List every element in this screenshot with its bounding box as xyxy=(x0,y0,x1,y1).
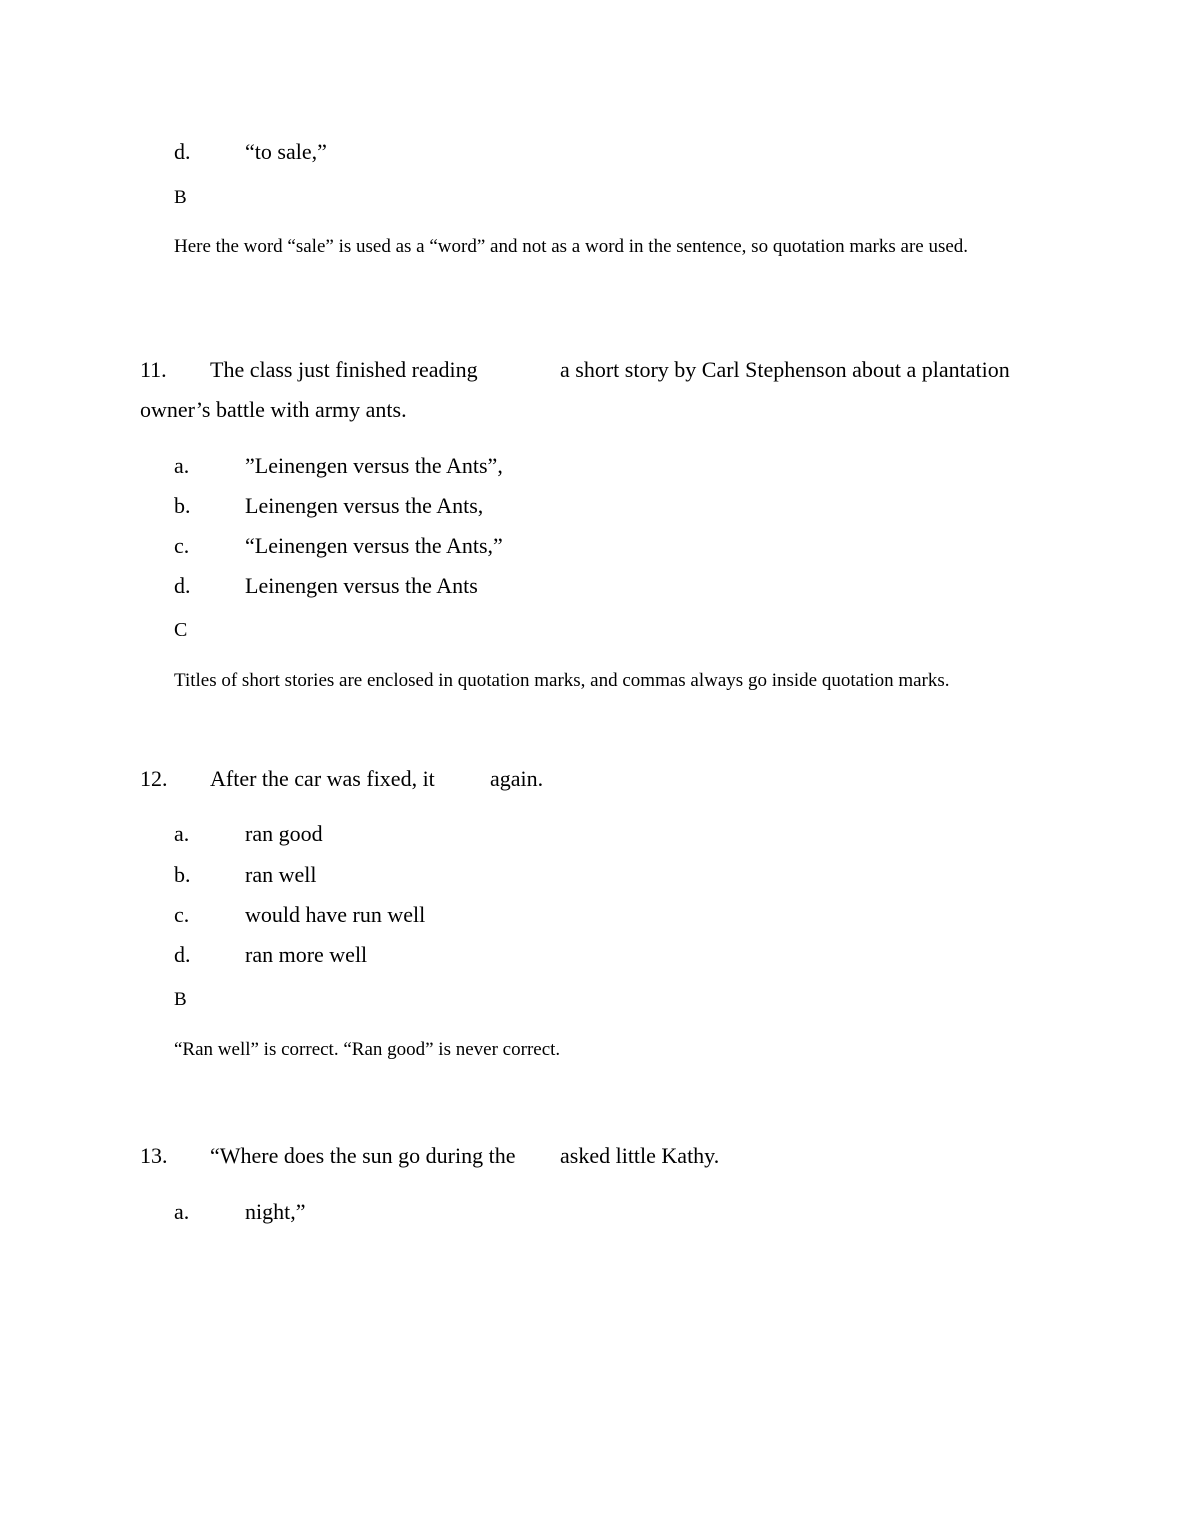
q11-option-a-letter: a. xyxy=(174,453,190,478)
q12-option-c-letter: c. xyxy=(174,902,190,927)
q13-number: 13. xyxy=(140,1143,168,1168)
q11-stem-part1: The class just finished reading xyxy=(210,357,478,382)
q11-option-c-letter: c. xyxy=(174,533,190,558)
q12-option-d-text: ran more well xyxy=(245,942,368,967)
q12-explanation: “Ran well” is correct. “Ran good” is never correct. xyxy=(174,1039,561,1060)
q11-option-b-text: Leinengen versus the Ants, xyxy=(245,493,484,518)
q12-stem-part1: After the car was fixed, it xyxy=(210,766,435,791)
prev-option-d-letter: d. xyxy=(174,139,191,164)
q11-answer: C xyxy=(174,619,188,641)
q13-stem-part1: “Where does the sun go during the xyxy=(210,1143,516,1168)
q12-option-a-text: ran good xyxy=(245,821,323,846)
q12-option-c-text: would have run well xyxy=(245,902,426,927)
q13-option-a-letter: a. xyxy=(174,1199,190,1224)
q11-option-d-letter: d. xyxy=(174,573,191,598)
q13-option-a-text: night,” xyxy=(245,1199,306,1224)
q11-stem-line2: owner’s battle with army ants. xyxy=(140,397,407,422)
prev-explanation: Here the word “sale” is used as a “word” and not as a word in the sentence, so quotation marks are used. xyxy=(174,236,969,257)
q12-stem-part2: again. xyxy=(490,766,544,791)
q11-option-d-text: Leinengen versus the Ants xyxy=(245,573,478,598)
q11-stem-part2: a short story by Carl Stephenson about a plantation xyxy=(560,357,1010,382)
q12-option-b-letter: b. xyxy=(174,862,191,887)
q11-option-b-letter: b. xyxy=(174,493,191,518)
q11-explanation: Titles of short stories are enclosed in quotation marks, and commas always go inside quotation marks. xyxy=(174,670,950,691)
q12-option-d-letter: d. xyxy=(174,942,191,967)
q13-stem-part2: asked little Kathy. xyxy=(560,1143,720,1168)
q12-number: 12. xyxy=(140,766,168,791)
q12-option-b-text: ran well xyxy=(245,862,317,887)
prev-option-d-text: “to sale,” xyxy=(245,139,327,164)
prev-answer: B xyxy=(174,187,187,208)
q12-answer: B xyxy=(174,989,187,1010)
q11-option-a-text: ”Leinengen versus the Ants”, xyxy=(245,453,503,478)
q11-option-c-text: “Leinengen versus the Ants,” xyxy=(245,533,503,558)
q11-number: 11. xyxy=(140,357,167,382)
q12-option-a-letter: a. xyxy=(174,821,190,846)
